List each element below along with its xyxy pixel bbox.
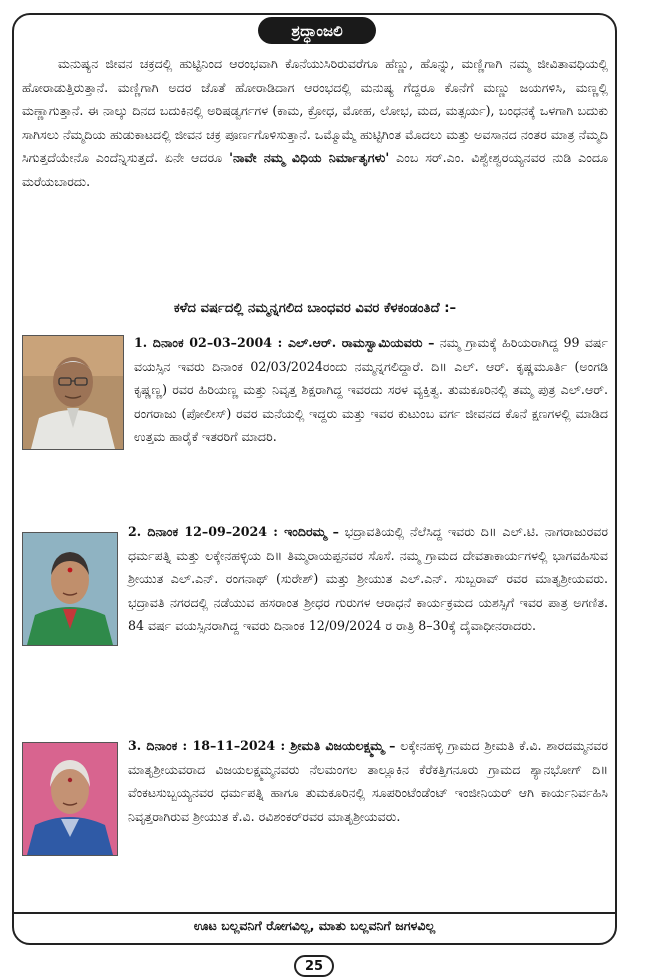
entry-3-text: ಲಕ್ಕೇನಹಳ್ಳಿ ಗ್ರಾಮದ ಶ್ರೀಮತಿ ಕೆ.ವಿ. ಶಾರದಮ್ಮನವರ ಮಾತೃಶ್ರೀಯವರಾದ ವಿಜಯಲಕ್ಷ್ಮಮ್ಮನವರು ನೆಲಮಂಗಲ ತಾಲ್ಲೂಕಿನ ಕೆರೆಕತ್ತಿಗನೂರು ಗ್ರಾಮದ ಶ್ಯಾನಭೋಗ್ ದಿ॥ ವೆಂಕಟಸುಬ್ಬಯ್ಯನವರ ಧರ್ಮಪತ್ನಿ ಹಾಗೂ ತುಮಕೂರಿನಲ್ಲಿ ಸೂಪರಿಂಟೆಂಡೆಂಟ್ ಇಂಜೀನಿಯರ್ ಆಗಿ ಕಾರ್ಯನಿರ್ವಹಿಸಿ ನಿವೃತ್ತರಾಗಿರುವ ಶ್ರೀಯುತ ಕೆ.ವಿ. ರವಿಶಂಕರ್‌ರವರ ಮಾತೃಶ್ರೀಯವರು. <box>128 738 609 824</box>
entry-1-text: ನಮ್ಮ ಗ್ರಾಮಕ್ಕೆ ಹಿರಿಯರಾಗಿದ್ದ 99 ವರ್ಷ ವಯಸ್ಸಿನ ಇವರು ದಿನಾಂಕ 02/03/2024ರಂದು ನಮ್ಮನ್ನಗಲಿದ್ದಾರೆ. ದಿ॥ ಎಲ್. ಆರ್. ಕೃಷ್ಣಮೂರ್ತಿ (ಅಂಗಡಿ ಕೃಷ್ಣಣ್ಣ) ರವರ ಹಿರಿಯಣ್ಣ ಮತ್ತು ನಿವೃತ್ತ ಶಿಕ್ಷರಾಗಿದ್ದ ಇವರದು ಸರಳ ವ್ಯಕ್ತಿತ್ವ. ತುಮಕೂರಿನಲ್ಲಿ ತಮ್ಮ ಪುತ್ರ ಎಲ್.ಆರ್. ರಂಗರಾಜು (ಪೋಲೀಸ್) ರವರ ಮನೆಯಲ್ಲಿ ಇದ್ದರು ಮತ್ತು ಇವರ ಕುಟುಂಬ ವರ್ಗ ಜೀವನದ ಕೊನೆ ಕ್ಷಣಗಳಲ್ಲಿ ಮಾಡಿದ ಉತ್ತಮ ಹಾರೈಕೆ ಇತರರಿಗೆ ಮಾದರಿ. <box>134 335 608 445</box>
section-subheading: ಕಳೆದ ವರ್ಷದಲ್ಲಿ ನಮ್ಮನ್ನಗಲಿದ ಬಾಂಧವರ ವಿವರ ಕೆಳಕಂಡಂತಿದೆ :– <box>173 301 457 316</box>
footer-divider <box>14 912 615 914</box>
obituary-entry-2 <box>22 520 608 646</box>
portrait-photo-2 <box>22 532 118 646</box>
page-title: ಶ್ರದ್ಧಾಂಜಲಿ <box>258 17 376 44</box>
entry-2-text: ಭದ್ರಾವತಿಯಲ್ಲಿ ನೆಲೆಸಿದ್ದ ಇವರು ದಿ॥ ಎಲ್.ಟಿ. ನಾಗರಾಜುರವರ ಧರ್ಮಪತ್ನಿ ಮತ್ತು ಲಕ್ಕೇನಹಳ್ಳಿಯ ದಿ॥ ತಿಮ್ಮರಾಯಪ್ಪನವರ ಸೊಸೆ. ನಮ್ಮ ಗ್ರಾಮದ ದೇವತಾಕಾರ್ಯಗಳಲ್ಲಿ ಭಾಗವಹಿಸುವ ಶ್ರೀಯುತ ಎಲ್.ಎನ್. ರಂಗನಾಥ್ (ಸುರೇಶ್) ಮತ್ತು ಶ್ರೀಯುತ ಎಲ್.ಎನ್. ಸುಬ್ಬರಾವ್ ರವರ ಮಾತೃಶ್ರೀಯವರು. ಭದ್ರಾವತಿ ನಗರದಲ್ಲಿ ನಡೆಯುವ ಹಸರಾಂತ ಶ್ರೀಧರ ಗುರುಗಳ ಆರಾಧನೆ ಕಾರ್ಯಕ್ರಮದ ಯಶಸ್ಸಿಗೆ ಇವರ ಪಾತ್ರ ಅಗಣಿತ. 84 ವರ್ಷ ವಯಸ್ಸಿನರಾಗಿದ್ದ ಇವರು ದಿನಾಂಕ 12/09/2024 ರ ರಾತ್ರಿ 8–30ಕ್ಕೆ ದೈವಾಧೀನರಾದರು. <box>128 524 608 634</box>
portrait-photo-1 <box>22 335 124 450</box>
obituary-entry-3 <box>22 734 608 856</box>
intro-paragraph <box>22 52 608 194</box>
entry-2-heading: 2. ದಿನಾಂಕ 12–09–2024 : ಇಂದಿರಮ್ಮ – <box>128 524 339 539</box>
intro-text: ಮನುಷ್ಯನ ಜೀವನ ಚಕ್ರದಲ್ಲಿ ಹುಟ್ಟಿನಿಂದ ಆರಂಭವಾಗಿ ಕೊನೆಯುಸಿರಿರುವರೆಗೂ ಹೆಣ್ಣು, ಹೊನ್ನು, ಮಣ್ಣಿಗಾಗಿ ನಮ್ಮ ಜೀವಿತಾವಧಿಯಲ್ಲಿ ಹೋರಾಡುತ್ತಿರುತ್ತಾನೆ. ಮಣ್ಣಿಗಾಗಿ ಅದರ ಜೊತೆ ಹೋರಾಡಿದಾಗ ಆರಂಭದಲ್ಲಿ ಮನುಷ್ಯ ಗೆದ್ದರೂ ಕೊನೆಗೆ ಮಣ್ಣು ಜಯಗಳಿಸಿ, ಮಣ್ಣಲ್ಲಿ ಮಣ್ಣಾಗುತ್ತಾನೆ. ಈ ನಾಲ್ಕು ದಿನದ ಬದುಕಿನಲ್ಲಿ ಅರಿಷಡ್ವರ್ಗಗಳ (ಕಾಮ, ಕ್ರೋಧ, ಮೋಹ, ಲೋಭ, ಮದ, ಮತ್ಸರ್ಯ), ಬಂಧನಕ್ಕೆ ಒಳಗಾಗಿ ಬದುಕು ಸಾಗಿಸಲು ನೆಮ್ಮದಿಯ ಹುಡುಕಾಟದಲ್ಲಿ ಜೀವನ ಚಕ್ರ ಪೂರ್ಣಗೊಳಿಸುತ್ತಾನೆ. ಒಮ್ಮೊಮ್ಮೆ ಹುಟ್ಟಿಗಿಂತ ಮೊದಲು ಮತ್ತು ಅವಸಾನದ ನಂತರ ಮಾತ್ರ ನೆಮ್ಮದಿ ಸಿಗುತ್ತದೆಯೇನೊ ಎಂದೆನ್ನಿಸುತ್ತದೆ. ಏನೇ ಆದರೂ <box>22 56 608 166</box>
footer-proverb: ಊಟ ಬಲ್ಲವನಿಗೆ ರೋಗವಿಲ್ಲ, ಮಾತು ಬಲ್ಲವನಿಗೆ ಜಗಳವಿಲ್ಲ <box>193 918 436 933</box>
portrait-photo-3 <box>22 742 118 856</box>
intro-quote: 'ನಾವೇ ನಮ್ಮ ವಿಧಿಯ ನಿರ್ಮಾತೃಗಳು' <box>229 150 390 166</box>
intro-text-end: ಎಂಬ ಸರ್.ಎಂ. ವಿಶ್ವೇಶ್ವರಯ್ಯನವರ ನುಡಿ ಎಂದೂ ಮರೆಯಬಾರದು. <box>22 150 608 189</box>
entry-1-heading: 1. ದಿನಾಂಕ 02–03–2004 : ಎಲ್.ಆರ್. ರಾಮಸ್ವಾಮಿಯವರು – <box>134 335 435 350</box>
obituary-entry-1 <box>22 331 608 450</box>
page-number: 25 <box>294 955 334 977</box>
entry-3-heading: 3. ದಿನಾಂಕ : 18–11–2024 : ಶ್ರೀಮತಿ ವಿಜಯಲಕ್ಷ್ಮಮ್ಮ – <box>128 738 396 753</box>
